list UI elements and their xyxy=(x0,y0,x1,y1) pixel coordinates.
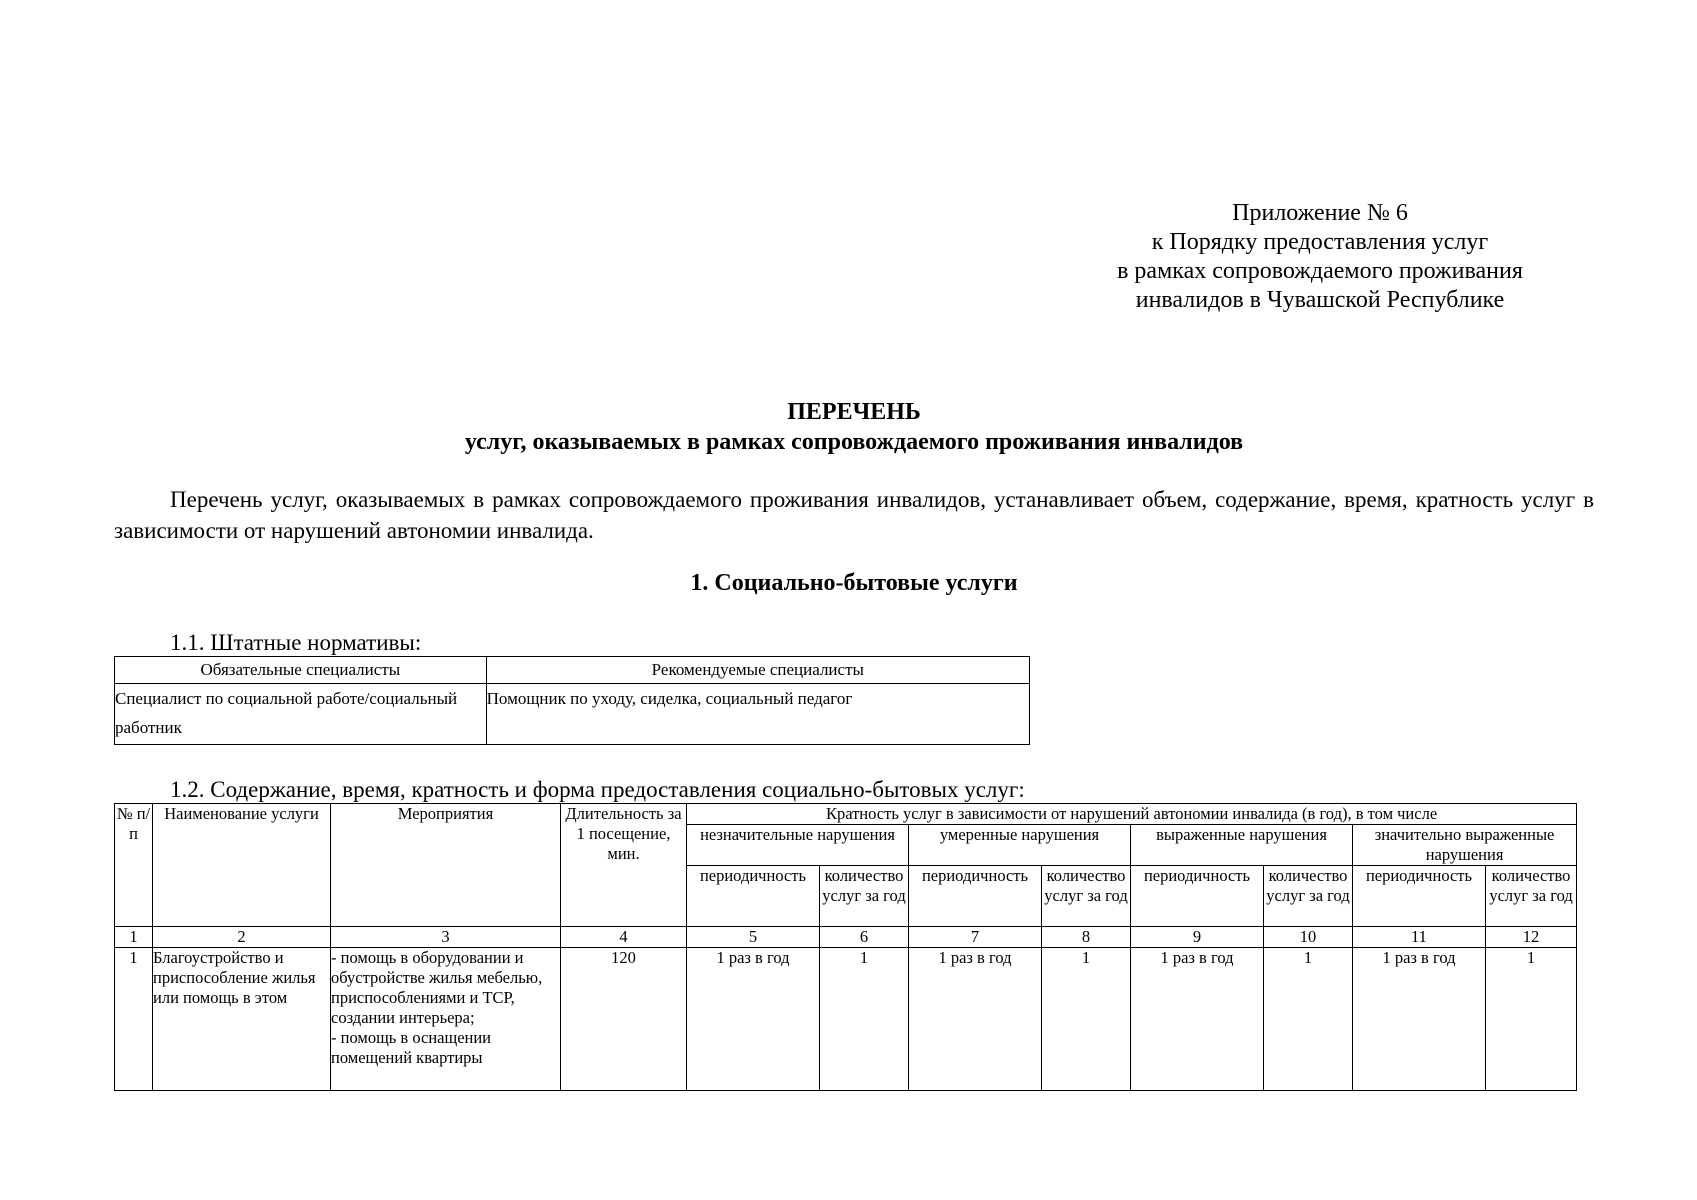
row-count-severe: 1 xyxy=(1486,948,1577,1091)
row-count-pronounced: 1 xyxy=(1264,948,1353,1091)
staff-cell-recommended: Помощник по уходу, сиделка, социальный педагог xyxy=(486,684,1029,745)
row-periodicity-severe: 1 раз в год xyxy=(1353,948,1486,1091)
appendix-line: к Порядку предоставления услуг xyxy=(1151,229,1489,255)
header-duration: Длительность за 1 посещение, мин. xyxy=(561,804,687,927)
column-number: 1 xyxy=(115,927,153,948)
intro-paragraph xyxy=(114,484,1594,546)
header-count: количество услуг за год xyxy=(1264,866,1353,927)
row-count-moderate: 1 xyxy=(1042,948,1131,1091)
header-number: № п/п xyxy=(115,804,153,927)
appendix-header xyxy=(1040,199,1600,315)
header-frequency: Кратность услуг в зависимости от нарушений автономии инвалида (в год), в том числе xyxy=(687,804,1577,825)
row-duration: 120 xyxy=(561,948,687,1091)
header-group-severe: значительно выраженные нарушения xyxy=(1353,825,1577,866)
staff-header-recommended: Рекомендуемые специалисты xyxy=(486,657,1029,684)
header-group-moderate: умеренные нарушения xyxy=(909,825,1131,866)
column-number: 5 xyxy=(687,927,820,948)
header-periodicity: периодичность xyxy=(909,866,1042,927)
column-number: 7 xyxy=(909,927,1042,948)
row-service-name: Благоустройство и приспособление жилья или помощь в этом xyxy=(153,948,331,1091)
staff-cell-mandatory: Специалист по социальной работе/социальный работник xyxy=(115,684,487,745)
column-number: 9 xyxy=(1131,927,1264,948)
column-number: 6 xyxy=(820,927,909,948)
column-number: 11 xyxy=(1353,927,1486,948)
appendix-line: в рамках сопровождаемого проживания xyxy=(1117,258,1523,284)
intro-text: Перечень услуг, оказываемых в рамках сопровождаемого проживания инвалидов, устанавливает объем, содержание, время, кратность услуг в зависимости от нарушений автономии инвалида. xyxy=(114,487,1594,543)
staff-table xyxy=(114,656,1030,745)
header-count: количество услуг за год xyxy=(1042,866,1131,927)
header-group-minor: незначительные нарушения xyxy=(687,825,909,866)
column-number: 3 xyxy=(331,927,561,948)
row-periodicity-minor: 1 раз в год xyxy=(687,948,820,1091)
column-number: 12 xyxy=(1486,927,1577,948)
column-number-row xyxy=(115,927,1577,948)
header-count: количество услуг за год xyxy=(1486,866,1577,927)
document-subtitle: услуг, оказываемых в рамках сопровождаемого проживания инвалидов xyxy=(464,429,1244,455)
header-periodicity: периодичность xyxy=(1353,866,1486,927)
appendix-line: Приложение № 6 xyxy=(1232,200,1408,226)
table-row xyxy=(115,948,1577,1091)
header-group-pronounced: выраженные нарушения xyxy=(1131,825,1353,866)
row-periodicity-moderate: 1 раз в год xyxy=(909,948,1042,1091)
row-periodicity-pronounced: 1 раз в год xyxy=(1131,948,1264,1091)
header-periodicity: периодичность xyxy=(687,866,820,927)
document-title: ПЕРЕЧЕНЬ xyxy=(787,399,921,425)
header-activities: Мероприятия xyxy=(331,804,561,927)
header-periodicity: периодичность xyxy=(1131,866,1264,927)
appendix-line: инвалидов в Чувашской Республике xyxy=(1135,287,1505,313)
row-count-minor: 1 xyxy=(820,948,909,1091)
services-table xyxy=(114,803,1577,1091)
staff-header-mandatory: Обязательные специалисты xyxy=(115,657,487,684)
column-number: 8 xyxy=(1042,927,1131,948)
column-number: 2 xyxy=(153,927,331,948)
column-number: 4 xyxy=(561,927,687,948)
subsection-services-heading: 1.2. Содержание, время, кратность и форма предоставления социально-бытовых услуг: xyxy=(170,777,1025,802)
row-number: 1 xyxy=(115,948,153,1091)
column-number: 10 xyxy=(1264,927,1353,948)
header-service-name: Наименование услуги xyxy=(153,804,331,927)
subsection-staff-heading: 1.1. Штатные нормативы: xyxy=(170,630,422,655)
header-count: количество услуг за год xyxy=(820,866,909,927)
section-title: 1. Социально-бытовые услуги xyxy=(690,570,1018,596)
row-activities: - помощь в оборудовании и обустройстве жилья мебелью, приспособлениями и ТСР, создании интерьера; - помощь в оснащении помещений квартиры xyxy=(331,948,561,1091)
